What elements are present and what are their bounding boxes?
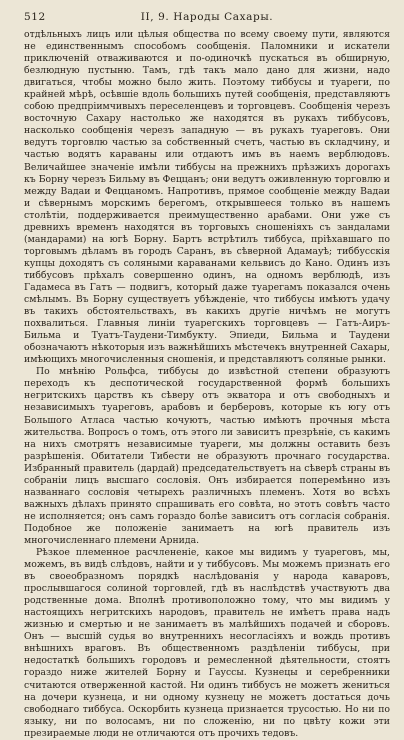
paragraph: Рѣзкое племенное расчлененіе, какое мы видимъ у туареговъ, мы, можемъ, въ видѣ слѣдовъ, найти и у тиббусовъ. Мы можемъ признать его въ своеобразномъ порядкѣ наслѣдованія у народа каваровъ, прослывшагося солиной торговлей, гдѣ въ наслѣдствѣ участвуютъ два родственные дома. Вполнѣ противоположно тому, что мы видимъ у настоящихъ негритскихъ народовъ, правитель не имѣетъ права надъ жизнью и смертью и не занимаетъ въ малѣйшихъ подачей и сборовъ. Онъ — высшій судья во внутреннихъ несогласіяхъ и вождь противъ внѣшнихъ враговъ. Въ общественномъ раздѣленіи тиббусы, при недостаткѣ большихъ городовъ и ремесленной дѣятельности, стоятъ гораздо ниже жителей Борну и Гауссы. Кузнецы и серебренники считаются отверженной кастой. Ни одинъ тиббусъ не можетъ жениться на дочери кузнеца, и ни одному кузнецу не можетъ достаться дочь свободнаго тиббуса. Оскорбить кузнеца признается трусостью. Но ни по языку, ни по волосамъ, ни по сложенію, ни по цвѣту кожи эти презираемые люди не отличаются отъ прочихъ тедовъ. [24, 547, 390, 739]
body-text [24, 29, 390, 740]
running-header [24, 9, 390, 25]
running-title: II, 9. Народы Сахары. [140, 11, 274, 23]
paragraph: отдѣльныхъ лицъ или цѣлыя общества по всему своему пути, являются не единственнымъ способомъ сообщенія. Паломники и искатели приключеній отваживаются и по-одиночкѣ пускаться въ обширную, безлюдную пустыню. Тамъ, гдѣ такъ мало дано для жизни, надо двигаться, чтобы можно было жить. Поэтому тиббусы и туареги, по крайней мѣрѣ, осѣвшіе вдоль большихъ путей сообщенія, представляютъ собою предпріимчивыхъ переселенцевъ и торговцевъ. Сообщенія черезъ восточную Сахару настолько же находятся въ рукахъ тиббусовъ, насколько сообщенія черезъ западную — въ рукахъ туареговъ. Они ведутъ торговлю частью за собственный счетъ, частью въ складчину, и частью водятъ караваны или отдаютъ имъ въ наемъ верблюдовъ. Величайшее значеніе имѣли тиббусы на прежнихъ прѣзжихъ дорогахъ къ Борну черезъ Бильму въ Феццанъ; они ведутъ оживленную торговлю и между Вадаи и Феццаномъ. Напротивъ, прямое сообщеніе между Вадаи и сѣвернымъ морскимъ берегомъ, открывшееся только въ нашемъ столѣтіи, поддерживается преимущественно арабами. Они уже съ древнихъ временъ находятся въ торговыхъ сношеніяхъ съ зандалами (мандарами) на югѣ Борну. Бартъ встрѣтилъ тиббуса, пріѣхавшаго по торговымъ дѣламъ въ городъ Саранъ, въ сѣверной Адамауѣ; тиббусскія купцы доходятъ съ соляными караванами кельвисъ до Кано. Одинъ изъ тиббусовъ прѣхалъ совершенно одинъ, на одномъ верблюдѣ, изъ Гадамеса въ Гатъ — подвигъ, который даже туарегамъ показался очень смѣлымъ. Въ Борну существуетъ убѣжденіе, что тиббусы имѣютъ удачу въ такихъ обстоятельствахъ, въ какихъ другіе ничѣмъ не могутъ похвалиться. Главныя линіи туарегскихъ торговцевъ — Гатъ-Аиръ-Бильма и Туатъ-Таудени-Тимбукту. Эпиеди, Бильма и Таудени обозначаютъ нѣкоторыя изъ важнѣйшихъ мѣстечекъ внутренней Сахары, имѣющихъ многочисленныя сношенія, и представляютъ соляные рынки. [24, 29, 390, 366]
page-number: 512 [24, 11, 46, 23]
paragraph: По мнѣнію Рольфса, тиббусы до извѣстной степени образуютъ переходъ къ деспотической государственной формѣ большихъ негритскихъ царствъ къ сѣверу отъ экватора и отъ свободныхъ и независимыхъ туареговъ, арабовъ и берберовъ, которые къ югу отъ Большого Атласа частью кочуютъ, частью имѣютъ прочныя мѣста жительства. Вопросъ о томъ, отъ этого ли зависитъ презрѣніе, съ какимъ на нихъ смотрятъ независимые туареги, мы должны оставить безъ разрѣшенія. Обитатели Тибести не образуютъ прочнаго государства. Избранный правитель (дардай) председательствуетъ на сѣверѣ страны въ собраніи лицъ высшаго сословія. Онъ избирается поперемѣнно изъ названнаго сословія четырехъ различныхъ племенъ. Хотя во всѣхъ важныхъ дѣлахъ принято спрашивать его совѣта, но этотъ совѣтъ часто не исполняется; онъ самъ гораздо болѣе зависитъ отъ согласія собранія. Подобное же положеніе занимаетъ на югѣ правитель изъ многочисленнаго племени Арнида. [24, 366, 390, 546]
